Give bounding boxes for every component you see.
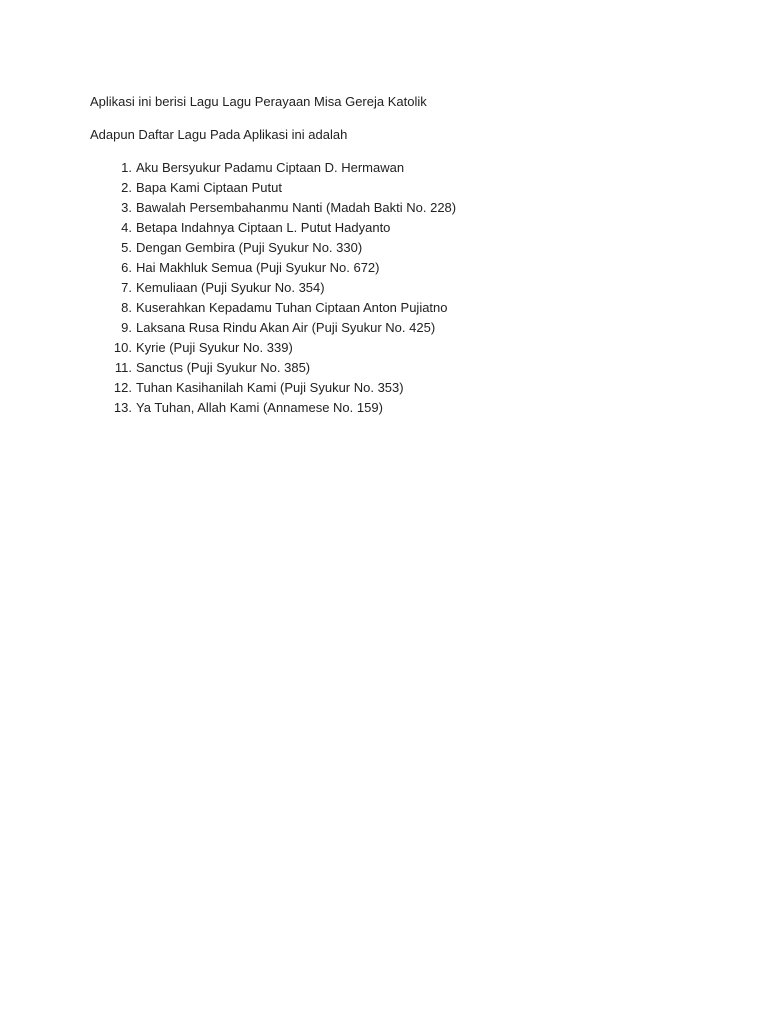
- list-item-title: Aku Bersyukur Padamu Ciptaan D. Hermawan: [136, 160, 405, 175]
- list-item-number: 3.: [121, 200, 132, 215]
- list-item-title: Bawalah Persembahanmu Nanti (Madah Bakti No. 228): [136, 200, 457, 215]
- list-item-number: 13.: [113, 400, 132, 415]
- list-item-title: Laksana Rusa Rindu Akan Air (Puji Syukur No. 425): [136, 320, 436, 335]
- list-item-number: 1.: [121, 160, 132, 175]
- list-item-title: Kyrie (Puji Syukur No. 339): [136, 340, 293, 355]
- list-item-title: Hai Makhluk Semua (Puji Syukur No. 672): [136, 260, 380, 275]
- list-item-title: Kemuliaan (Puji Syukur No. 354): [136, 280, 325, 295]
- list-item-number: 4.: [121, 220, 132, 235]
- list-item-number: 2.: [121, 180, 132, 195]
- list-item-title: Bapa Kami Ciptaan Putut: [136, 180, 282, 195]
- list-item-title: Ya Tuhan, Allah Kami (Annamese No. 159): [136, 400, 383, 415]
- list-item-number: 9.: [121, 320, 132, 335]
- list-item-title: Betapa Indahnya Ciptaan L. Putut Hadyanto: [136, 220, 391, 235]
- list-item-number: 5.: [121, 240, 132, 255]
- list-item-number: 8.: [121, 300, 132, 315]
- list-item-title: Kuserahkan Kepadamu Tuhan Ciptaan Anton Pujiatno: [136, 300, 448, 315]
- list-item-title: Tuhan Kasihanilah Kami (Puji Syukur No. 353): [136, 380, 404, 395]
- list-item-number: 10.: [113, 340, 132, 355]
- list-item-number: 7.: [121, 280, 132, 295]
- list-item-number: 6.: [121, 260, 132, 275]
- list-heading: Adapun Daftar Lagu Pada Aplikasi ini adalah: [90, 127, 348, 142]
- intro-paragraph: Aplikasi ini berisi Lagu Lagu Perayaan Misa Gereja Katolik: [90, 94, 427, 109]
- list-item-number: 11.: [114, 360, 132, 375]
- list-item-title: Dengan Gembira (Puji Syukur No. 330): [136, 240, 363, 255]
- list-item-number: 12.: [113, 380, 132, 395]
- list-item-title: Sanctus (Puji Syukur No. 385): [136, 360, 311, 375]
